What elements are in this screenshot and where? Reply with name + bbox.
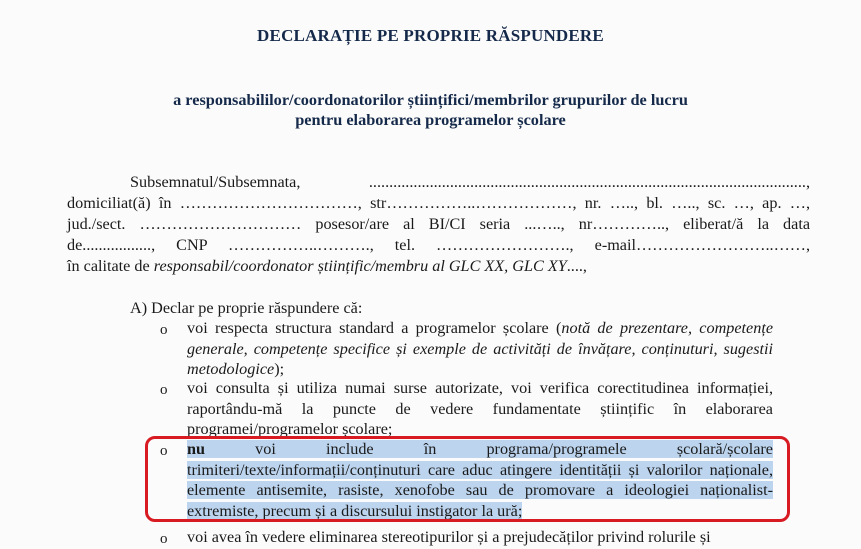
bullet-marker: o — [160, 382, 168, 398]
list-item-structure — [187, 318, 773, 380]
declarant-form — [67, 172, 810, 277]
form-line-contact: de................., CNP ……………..………., tel. ……………………., e-mail……………………..……, — [67, 236, 810, 254]
document-subtitle — [0, 90, 861, 130]
item-bold-word: nu — [187, 440, 206, 458]
subtitle-line-1: a responsabililor/coordonatorilor științifici/membrilor grupurilor de lucru — [173, 90, 688, 109]
item-text-suffix: ); — [274, 360, 285, 378]
form-role-prefix: în calitate de — [67, 257, 154, 275]
form-line-role — [67, 257, 587, 275]
form-role-suffix: ...., — [566, 257, 587, 275]
document-title: DECLARAȚIE PE PROPRIE RĂSPUNDERE — [257, 26, 604, 45]
subtitle-line-2: pentru elaborarea programelor școlare — [295, 110, 566, 129]
form-line-name: Subsemnatul/Subsemnata, ............................................................................................................, — [130, 173, 810, 191]
item-italic-text: notă de prezentare, competențe generale, competențe specifice și exemple de activități de învățare, conținuturi, sugestii metodologice — [187, 319, 773, 378]
form-role-italic: responsabil/coordonator științific/membru al GLC XX, GLC XY — [153, 257, 567, 275]
list-item-sources: voi consulta și utiliza numai surse autorizate, voi verifica corectitudinea informației, raportându-mă la puncte de vedere fundamentate științific în elaborarea programei/programelor școlare; — [187, 379, 773, 438]
section-a-label: A) Declar pe propriе răspundere că: — [130, 299, 363, 317]
form-line-id: jud./sect. ………………………… posesor/are al BI/CI seria ...….., nr………….., eliberat/ă la data — [67, 215, 810, 233]
bullet-marker: o — [160, 443, 168, 459]
item-text: voi include în programa/programele școlară/școlare trimiteri/texte/informații/conținuturi care aduc atingere identității și valorilor naționale, elemente antisemite, rasiste, xenofobe sau de promovare a ideologiei naționalist-extremiste, precum și a discursului instigator la ură; — [187, 440, 773, 520]
item-text: voi respecta structura standard a programelor școlare ( — [187, 319, 562, 337]
bullet-marker: o — [160, 322, 168, 338]
bullet-marker: o — [160, 531, 168, 547]
form-line-address: domiciliat(ă) în ……………………………, str……………..………………, nr. ….., bl. ….., sc. …, ap. …, — [67, 194, 810, 212]
highlight-annotation-box — [145, 436, 790, 522]
list-item-stereotypes: voi avea în vedere eliminarea stereotipurilor și a prejudecăților privind rolurile și — [187, 528, 711, 546]
